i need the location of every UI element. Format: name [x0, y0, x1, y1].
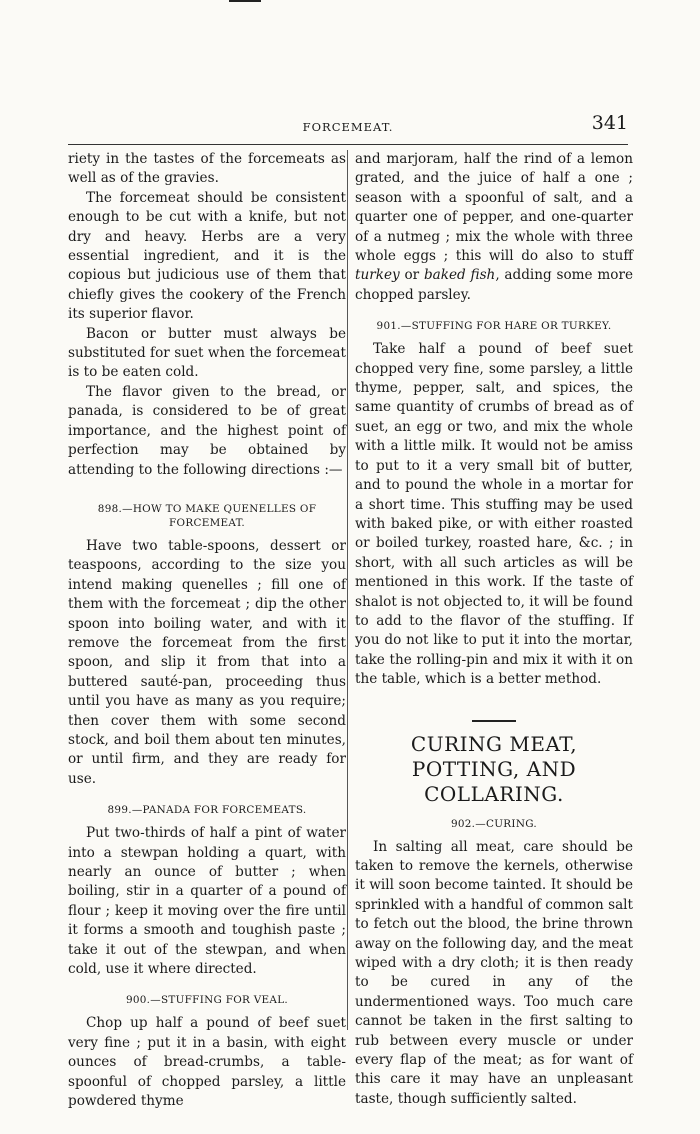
- recipe-text-898: Have two table-spoons, dessert or teaspoons, according to the size you intend making quenelles ; fill one of them with the forcemeat ; dip the other spoon into boiling water, and with it remove the forcemeat from the first spoon, and slip it from that into a buttered sauté-pan, proceeding thus until you have as many as you require; then cover them with some second stock, and boil them about ten minutes, or until firm, and they are ready for use.: [68, 537, 346, 787]
- paragraph: The flavor given to the bread, or panada, is considered to be of great importance, and the highest point of perfection may be obtained by attending to the following directions :—: [68, 383, 346, 478]
- section-title: CURING MEAT, POTTING, AND COLLARING.: [410, 731, 578, 806]
- recipe-text-899: Put two-thirds of half a pint of water into a stewpan holding a quart, with nearly an ounce of butter ; when boiling, stir in a quarter of a pound of flour ; keep it moving over the fire until it forms a smooth and toughish paste ; take it out of the stewpan, and when cold, use it where directed.: [68, 825, 346, 978]
- recipe-heading-902: 902.—CURING.: [450, 817, 538, 830]
- text-run: and marjoram, half the rind of a lemon grated, and the juice of half a one ; season with a spoonful of salt, and a quarter one of pepper, and one-quarter of a nutmeg ; mix the whole with three whole eggs ; this will do also to stuff: [355, 151, 633, 265]
- italic-text: turkey: [355, 267, 400, 284]
- recipe-text-901: Take half a pound of beef suet chopped very fine, some parsley, a little thyme, pepper, salt, and spices, the same quantity of crumbs of bread as of suet, an egg or two, and mix the whole with a little milk. It would not be amiss to put to it a very small bit of butter, and to pound the whole in a mortar for a short time. This stuffing may be used with baked pike, or with either roasted or boiled turkey, roasted hare, &c. ; in short, with all such articles as will be mentioned in this work. If the taste of shalot is not objected to, it will be found to add to the flavor of the stuffing. If you do not like to put it into the mortar, take the rolling-pin and mix it with it on the table, which is a better method.: [355, 341, 633, 688]
- recipe-heading-901: 901.—STUFFING FOR HARE OR TURKEY.: [376, 320, 612, 333]
- paragraph: Bacon or butter must always be substituted for suet when the forcemeat is to be eaten cold.: [68, 325, 346, 381]
- recipe-heading-899: 899.—PANADA FOR FORCEMEATS.: [107, 804, 307, 817]
- page-header: [68, 112, 628, 142]
- recipe-text-900-continued: [355, 150, 633, 305]
- header-rule: [68, 144, 628, 145]
- running-title: FORCEMEAT.: [302, 120, 394, 134]
- italic-text: baked fish: [423, 267, 496, 284]
- section-rule: [472, 720, 516, 722]
- column-divider: [347, 150, 348, 1030]
- right-column: [355, 150, 633, 1109]
- paragraph: The forcemeat should be consistent enough to be cut with a knife, but not dry and heavy. Herbs are a very essential ingredient, and it is the copious but judicious use of them that chiefly gives the cookery of the French its superior flavor.: [68, 189, 346, 323]
- paragraph: riety in the tastes of the forcemeats as well as of the gravies.: [68, 151, 346, 187]
- text-run: , adding some more chopped parsley.: [355, 267, 633, 303]
- recipe-heading-898: 898.—HOW TO MAKE QUENELLES OF FORCEMEAT.: [97, 502, 317, 529]
- recipe-heading-900: 900.—STUFFING FOR VEAL.: [125, 994, 289, 1007]
- recipe-text-900: Chop up half a pound of beef suet very fine ; put it in a basin, with eight ounces of bread-crumbs, a table-spoonful of chopped parsley, a little powdered thyme: [68, 1015, 346, 1110]
- left-column: [68, 150, 346, 1111]
- top-rule: [229, 0, 261, 2]
- page-number: 341: [591, 112, 628, 134]
- text-run: or: [399, 267, 424, 284]
- recipe-text-902: In salting all meat, care should be taken to remove the kernels, otherwise it will soon become tainted. It should be sprinkled with a handful of common salt to fetch out the blood, the brine thrown away on the following day, and the meat wiped with a dry cloth; it is then ready to be cured in any of the undermentioned ways. Too much care cannot be taken in the first salting to rub between every muscle or under every flap of the meat; as for want of this care it may have an unpleasant taste, though sufficiently salted.: [355, 838, 633, 1107]
